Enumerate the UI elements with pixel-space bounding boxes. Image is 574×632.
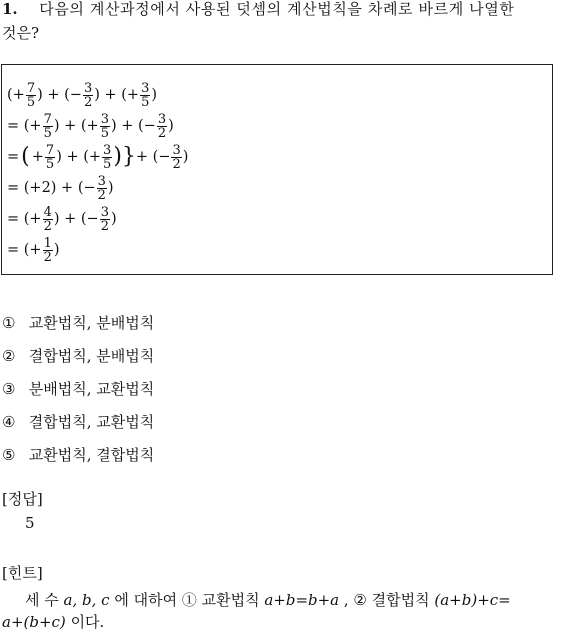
hint-math: (a+b)+c=: [434, 591, 511, 609]
numerator: 3: [100, 111, 109, 127]
fraction: [100, 206, 110, 233]
calc-text: (+: [7, 87, 25, 103]
denominator: 5: [103, 156, 112, 172]
option-marker: ②: [2, 347, 16, 365]
hint-math: a, b, c: [63, 591, 110, 609]
fraction: [43, 237, 53, 264]
hint-math: a+(b+c): [2, 613, 66, 631]
denominator: 5: [45, 156, 55, 172]
answer-value: 5: [25, 514, 35, 532]
hint-text: 세 수: [25, 591, 64, 609]
big-paren: (: [21, 144, 30, 169]
calc-line-1: [7, 79, 157, 111]
big-brace: )}: [113, 144, 136, 169]
option-2[interactable]: [2, 345, 154, 366]
denominator: 2: [100, 218, 109, 234]
option-marker: ①: [2, 314, 16, 332]
calc-text: = (+: [7, 242, 42, 258]
denominator: 2: [97, 187, 106, 203]
denominator: 2: [43, 218, 52, 234]
numerator: 3: [100, 204, 109, 220]
numerator: 3: [141, 80, 150, 96]
calc-text: ): [151, 87, 158, 103]
denominator: 2: [83, 94, 93, 110]
numerator: 3: [83, 80, 93, 96]
hint-text: , ② 결합법칙: [339, 591, 435, 609]
question-line-2: 것은?: [2, 24, 40, 42]
calculation-box: [1, 64, 553, 275]
fraction: [171, 144, 181, 171]
option-5[interactable]: [2, 444, 154, 465]
numerator: 7: [43, 111, 52, 127]
option-marker: ⑤: [2, 446, 16, 464]
option-4[interactable]: [2, 411, 154, 432]
fraction: [45, 144, 55, 171]
hint-heading: [힌트]: [2, 564, 43, 582]
option-text: 결합법칙, 분배법칙: [28, 347, 155, 365]
answer-heading: [정답]: [2, 490, 43, 508]
calc-text: ): [107, 180, 114, 196]
fraction: [43, 113, 53, 140]
calc-text: ): [53, 242, 60, 258]
question-text: 다음의 계산과정에서 사용된 덧셈의 계산법칙을 차례로 바르게 나열한: [39, 0, 515, 18]
calc-text: ) + (+: [94, 87, 140, 103]
calc-text: ) + (+: [56, 149, 102, 165]
hint-line-1: [25, 589, 511, 610]
denominator: 5: [43, 125, 52, 141]
hint-line-2: [2, 611, 104, 632]
option-text: 결합법칙, 교환법칙: [28, 413, 155, 431]
fraction: [26, 82, 36, 109]
option-3[interactable]: [2, 378, 154, 399]
option-text: 교환법칙, 분배법칙: [28, 314, 155, 332]
hint-text: 에 대하여 ① 교환법칙: [109, 591, 265, 609]
denominator: 5: [100, 125, 109, 141]
option-marker: ④: [2, 413, 16, 431]
calc-line-4: [7, 172, 114, 204]
fraction: [100, 113, 110, 140]
fraction: [102, 144, 112, 171]
calc-line-3: [7, 141, 188, 173]
numerator: 3: [172, 142, 181, 158]
numerator: 3: [157, 111, 167, 127]
option-text: 교환법칙, 결합법칙: [28, 446, 155, 464]
calc-text: +: [31, 149, 44, 165]
option-1[interactable]: [2, 312, 154, 333]
numerator: 7: [45, 142, 55, 158]
fraction: [83, 82, 93, 109]
calc-text: = (+2) + (−: [7, 180, 96, 196]
numerator: 4: [43, 204, 52, 220]
calc-line-5: [7, 203, 117, 235]
hint-math: a+b=b+a: [264, 591, 340, 609]
denominator: 5: [26, 94, 36, 110]
calc-text: ): [168, 118, 174, 134]
numerator: 1: [43, 235, 52, 251]
calc-text: = (+: [7, 211, 42, 227]
calc-text: ) + (−: [110, 118, 156, 134]
fraction: [157, 113, 167, 140]
calc-text: ) + (+: [53, 118, 99, 134]
calc-text: ): [182, 149, 189, 165]
option-marker: ③: [2, 380, 16, 398]
question-line-1: [2, 0, 514, 20]
option-text: 분배법칙, 교환법칙: [28, 380, 155, 398]
calc-text: ) + (−: [37, 87, 82, 103]
fraction: [140, 82, 150, 109]
calc-text: =: [7, 149, 20, 165]
calc-line-6: [7, 234, 60, 266]
denominator: 2: [172, 156, 181, 172]
denominator: 2: [43, 249, 52, 265]
calc-line-2: [7, 110, 174, 142]
denominator: 2: [157, 125, 167, 141]
fraction: [97, 175, 107, 202]
numerator: 3: [97, 173, 106, 189]
numerator: 7: [26, 80, 36, 96]
hint-text: 이다.: [65, 613, 105, 631]
calc-text: = (+: [7, 118, 42, 134]
question-number: 1.: [2, 0, 18, 18]
numerator: 3: [103, 142, 112, 158]
fraction: [43, 206, 53, 233]
calc-text: ): [110, 211, 117, 227]
denominator: 5: [141, 94, 150, 110]
calc-text: ) + (−: [53, 211, 99, 227]
calc-text: + (−: [135, 149, 171, 165]
